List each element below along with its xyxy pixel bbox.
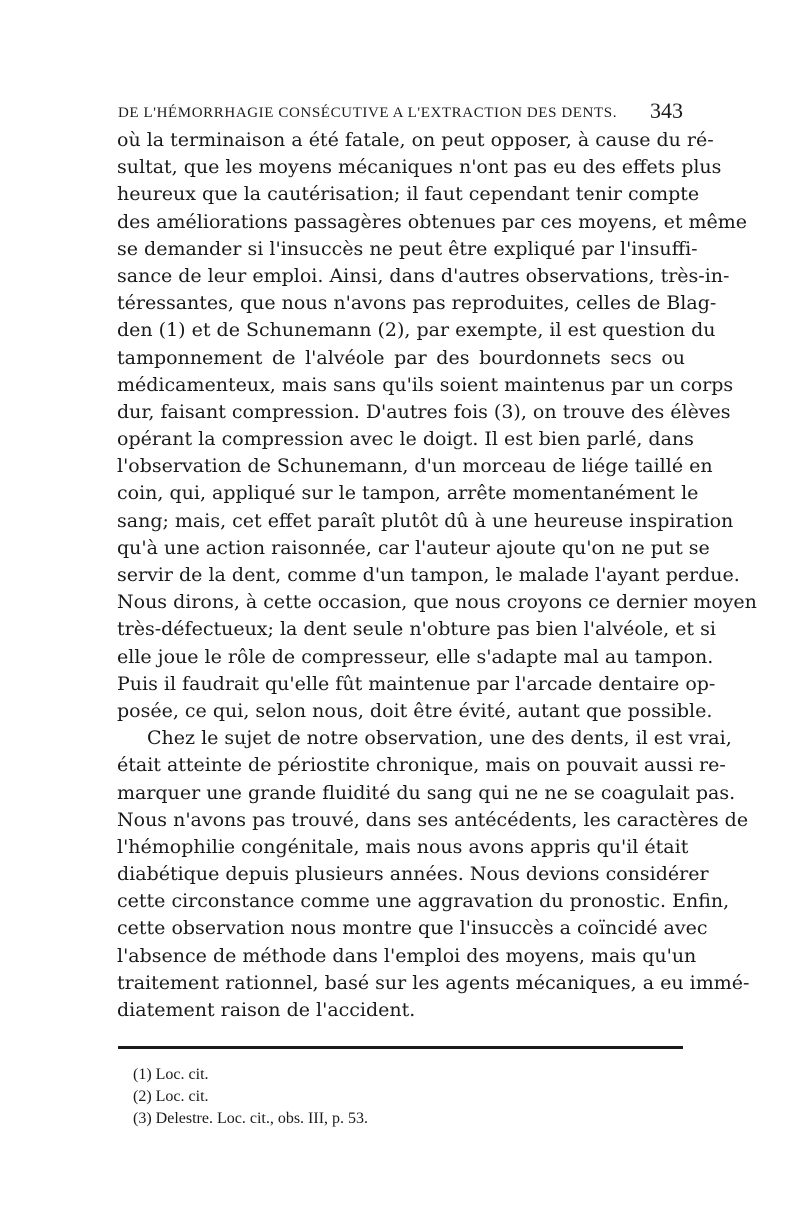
text-line: sang; mais, cet effet paraît plutôt dû à une heureuse inspiration (117, 509, 734, 532)
paragraph (117, 127, 757, 725)
text-line: très-défectueux; la dent seule n'obture pas bien l'alvéole, et si (117, 618, 716, 641)
running-title: DE L'HÉMORRHAGIE CONSÉCUTIVE A L'EXTRACTION DES DENTS. (118, 105, 618, 121)
text-line: Puis il faudrait qu'elle fût maintenue par l'arcade dentaire op- (117, 672, 716, 695)
text-line: den (1) et de Schunemann (2), par exempte, il est question du (117, 319, 716, 342)
text-line: l'hémophilie congénitale, mais nous avons appris qu'il était (117, 835, 689, 858)
text-line: se demander si l'insuccès ne peut être expliqué par l'insuffi- (117, 237, 698, 260)
text-line: sance de leur emploi. Ainsi, dans d'autres observations, très-in- (117, 264, 730, 287)
text-line: marquer une grande fluidité du sang qui ne ne se coagulait pas. (117, 781, 736, 804)
text-line: cette circonstance comme une aggravation du pronostic. Enfin, (117, 890, 730, 913)
text-line: diabétique depuis plusieurs années. Nous devions considérer (117, 863, 709, 886)
text-line: cette observation nous montre que l'insuccès a coïncidé avec (117, 917, 708, 940)
footnote-separator-rule (118, 1046, 683, 1049)
text-line: posée, ce qui, selon nous, doit être évité, autant que possible. (117, 699, 713, 722)
text-line: sultat, que les moyens mécaniques n'ont pas eu des effets plus (117, 156, 722, 179)
text-line: opérant la compression avec le doigt. Il est bien parlé, dans (117, 428, 694, 451)
paragraph (117, 725, 750, 1024)
text-line: médicamenteux, mais sans qu'ils soient maintenus par un corps (117, 373, 734, 396)
text-line: dur, faisant compression. D'autres fois (3), on trouve des élèves (117, 400, 731, 423)
text-line: tamponnement de l'alvéole par des bourdonnets secs ou (117, 346, 685, 369)
text-line: Nous dirons, à cette occasion, que nous croyons ce dernier moyen (117, 591, 757, 614)
text-line: heureux que la cautérisation; il faut cependant tenir compte (117, 183, 700, 206)
text-line: l'absence de méthode dans l'emploi des moyens, mais qu'un (117, 944, 697, 967)
footnote: (2) Loc. cit. (133, 1088, 209, 1105)
text-line: était atteinte de périostite chronique, mais on pouvait aussi re- (117, 754, 726, 777)
footnotes (133, 1064, 673, 1130)
body-text (117, 127, 757, 1024)
text-line: téressantes, que nous n'avons pas reproduites, celles de Blag- (117, 292, 717, 315)
page-header (118, 98, 683, 125)
text-line: Nous n'avons pas trouvé, dans ses antécédents, les caractères de (117, 808, 749, 831)
text-line: diatement raison de l'accident. (117, 999, 416, 1021)
text-line: elle joue le rôle de compresseur, elle s'adapte mal au tampon. (117, 645, 714, 668)
page-number: 343 (650, 98, 683, 123)
text-line: coin, qui, appliqué sur le tampon, arrête momentanément le (117, 482, 699, 505)
text-line: Chez le sujet de notre observation, une des dents, il est vrai, (147, 727, 732, 750)
text-line: l'observation de Schunemann, d'un morceau de liége taillé en (117, 455, 713, 478)
text-line: traitement rationnel, basé sur les agents mécaniques, a eu immé- (117, 971, 750, 994)
text-line: des améliorations passagères obtenues par ces moyens, et même (117, 210, 748, 233)
footnote: (3) Delestre. Loc. cit., obs. III, p. 53. (133, 1110, 369, 1127)
footnote: (1) Loc. cit. (133, 1066, 209, 1083)
text-line: servir de la dent, comme d'un tampon, le malade l'ayant perdue. (117, 564, 740, 586)
text-line: qu'à une action raisonnée, car l'auteur ajoute qu'on ne put se (117, 536, 710, 559)
text-line: où la terminaison a été fatale, on peut opposer, à cause du ré- (117, 129, 714, 151)
